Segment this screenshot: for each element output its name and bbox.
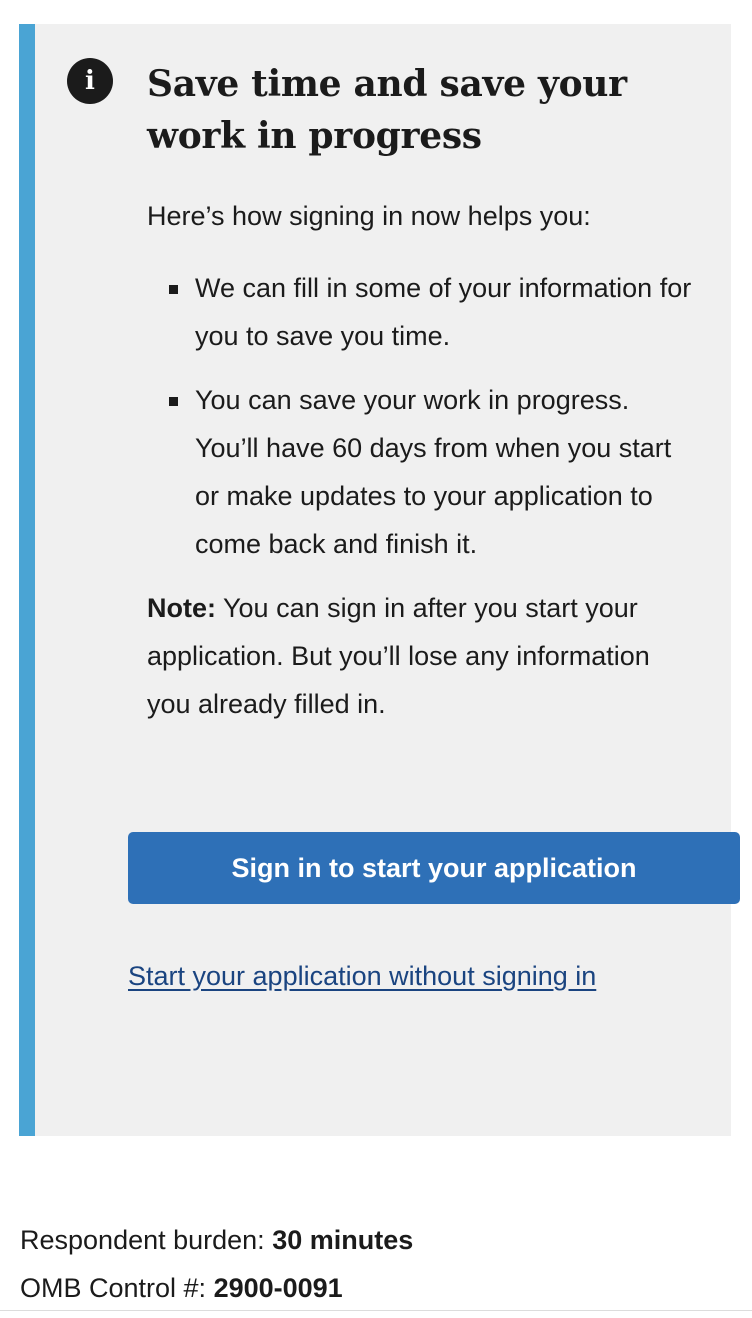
- alert-heading: Save time and save your work in progress: [147, 63, 627, 157]
- info-icon: i: [67, 58, 113, 104]
- note-paragraph: [147, 584, 697, 728]
- note-label: Note:: [147, 593, 216, 623]
- benefits-list: [147, 264, 707, 568]
- omb-label: OMB Control #:: [20, 1273, 214, 1303]
- benefit-item-fill-info: [147, 264, 707, 360]
- respondent-burden: [20, 1216, 413, 1264]
- benefit-item-save-progress: [147, 376, 707, 568]
- alert-accent-bar: [19, 24, 35, 1136]
- form-info: [20, 1216, 413, 1312]
- divider: [0, 1310, 752, 1311]
- omb-control-number: [20, 1264, 413, 1312]
- start-without-signin-link[interactable]: Start your application without signing in: [128, 961, 597, 991]
- bullet-icon: [169, 285, 178, 294]
- alert-body: [147, 192, 707, 728]
- burden-value: 30 minutes: [272, 1225, 414, 1255]
- sign-in-button[interactable]: Sign in to start your application: [128, 832, 740, 904]
- bullet-icon: [169, 397, 178, 406]
- benefit-text: You can save your work in progress. You’ll have 60 days from when you start or make updates to your application to come back and finish it.: [195, 385, 672, 559]
- benefit-text: We can fill in some of your information for you to save you time.: [195, 273, 692, 351]
- alert-intro: Here’s how signing in now helps you:: [147, 201, 591, 231]
- omb-value: 2900-0091: [213, 1273, 343, 1303]
- burden-label: Respondent burden:: [20, 1225, 273, 1255]
- note-text: You can sign in after you start your application. But you’ll lose any information you already filled in.: [147, 593, 650, 719]
